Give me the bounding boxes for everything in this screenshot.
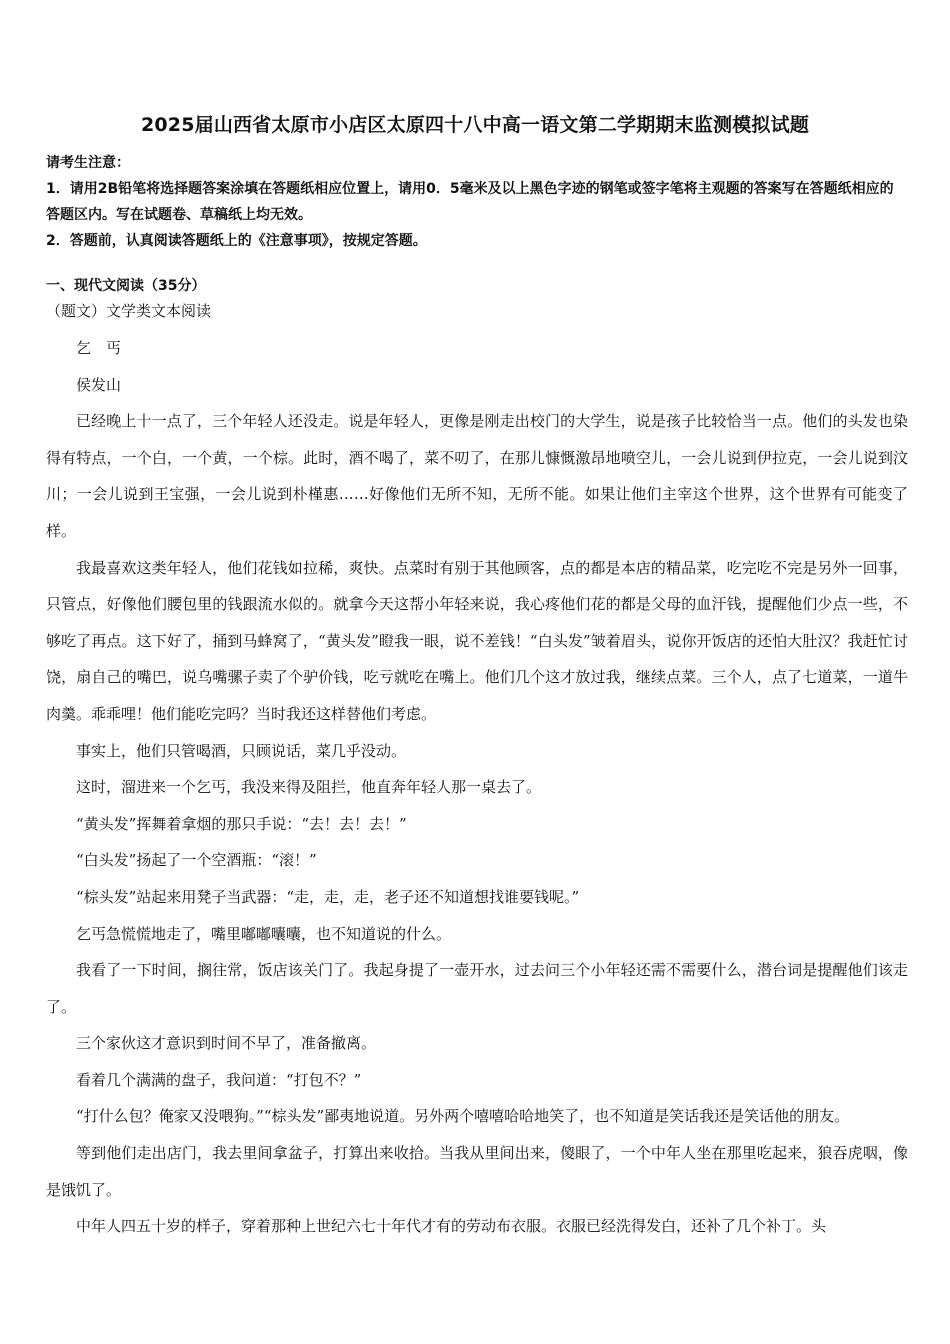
candidate-notice xyxy=(46,150,906,254)
article-author: 侯发山 xyxy=(76,375,122,394)
paragraph: 乞丐急慌慌地走了，嘴里嘟嘟囔囔，也不知道说的什么。 xyxy=(76,924,452,943)
paragraph: 这时，溜进来一个乞丐，我没来得及阻拦，他直奔年轻人那一桌去了。 xyxy=(76,778,542,797)
paragraph: “白头发”扬起了一个空酒瓶：“滚！” xyxy=(76,851,317,870)
paragraph: “打什么包？俺家又没喂狗。”“棕头发”鄙夷地说道。另外两个嘻嘻哈哈地笑了，也不知道是笑话我还是笑话他的朋友。 xyxy=(76,1107,850,1126)
paragraph: 中年人四五十岁的样子，穿着那种上世纪六七十年代才有的劳动布衣服。衣服已经洗得发白，还补了几个补丁。头 xyxy=(76,1217,827,1236)
paragraph: “棕头发”站起来用凳子当武器：“走，走，走，老子还不知道想找谁要钱呢。” xyxy=(76,887,580,906)
paragraph: 看着几个满满的盘子，我问道：“打包不？” xyxy=(76,1070,362,1089)
reading-passage xyxy=(46,330,908,1245)
paragraph: 我最喜欢这类年轻人，他们花钱如拉稀，爽快。点菜时有别于其他顾客，点的都是本店的精品菜，吃完吃不完是另外一回事，只管点，好像他们腰包里的钱跟流水似的。就拿今天这帮小年轻来说，我心疼他们花的都是父母的血汗钱，提醒他们少点一些，不够吃了再点。这下好了，捅到马蜂窝了，“黄头发”瞪我一眼，说不差钱！“白头发”皱着眉头，说你开饭店的还怕大肚汉？我赶忙讨饶，扇自己的嘴巴，说乌嘴骡子卖了个驴价钱，吃亏就吃在嘴上。他们几个这才放过我，继续点菜。三个人，点了七道菜，一道牛肉羹。乖乖哩！他们能吃完吗？当时我还这样替他们考虑。 xyxy=(46,558,908,723)
section-heading: 一、现代文阅读（35分） xyxy=(46,278,206,294)
exam-title: 2025届山西省太原市小店区太原四十八中高一语文第二学期期末监测模拟试题 xyxy=(140,114,810,136)
section-genre: （题文）文学类文本阅读 xyxy=(46,302,212,320)
paragraph: 已经晚上十一点了，三个年轻人还没走。说是年轻人，更像是刚走出校门的大学生，说是孩子比较恰当一点。他们的头发也染得有特点，一个白，一个黄，一个棕。此时，酒不喝了，菜不叨了，在那儿慷慨激昂地喷空儿，一会儿说到伊拉克，一会儿说到汶川；一会儿说到王宝强，一会儿说到朴槿惠……好像他们无所不知，无所不能。如果让他们主宰这个世界，这个世界有可能变了样。 xyxy=(46,412,908,540)
paragraph: 事实上，他们只管喝酒，只顾说话，菜几乎没动。 xyxy=(76,741,407,760)
paragraph: “黄头发”挥舞着拿烟的那只手说：“去！去！去！” xyxy=(76,814,407,833)
notice-item-1: 1．请用2B铅笔将选择题答案涂填在答题纸相应位置上，请用0．5毫米及以上黑色字迹的钢笔或签字笔将主观题的答案写在答题纸相应的答题区内。写在试题卷、草稿纸上均无效。 xyxy=(46,181,894,223)
article-title: 乞 丐 xyxy=(76,339,122,357)
notice-header: 请考生注意： xyxy=(46,155,130,171)
paragraph: 我看了一下时间，搁往常，饭店该关门了。我起身提了一壶开水，过去问三个小年轻还需不需要什么，潜台词是提醒他们该走了。 xyxy=(46,961,908,1016)
paragraph: 等到他们走出店门，我去里间拿盆子，打算出来收拾。当我从里间出来，傻眼了，一个中年人坐在那里吃起来，狼吞虎咽，像是饿饥了。 xyxy=(46,1144,908,1199)
notice-item-2: 2．答题前，认真阅读答题纸上的《注意事项》，按规定答题。 xyxy=(46,233,427,249)
paragraph: 三个家伙这才意识到时间不早了，准备撤离。 xyxy=(76,1034,377,1053)
